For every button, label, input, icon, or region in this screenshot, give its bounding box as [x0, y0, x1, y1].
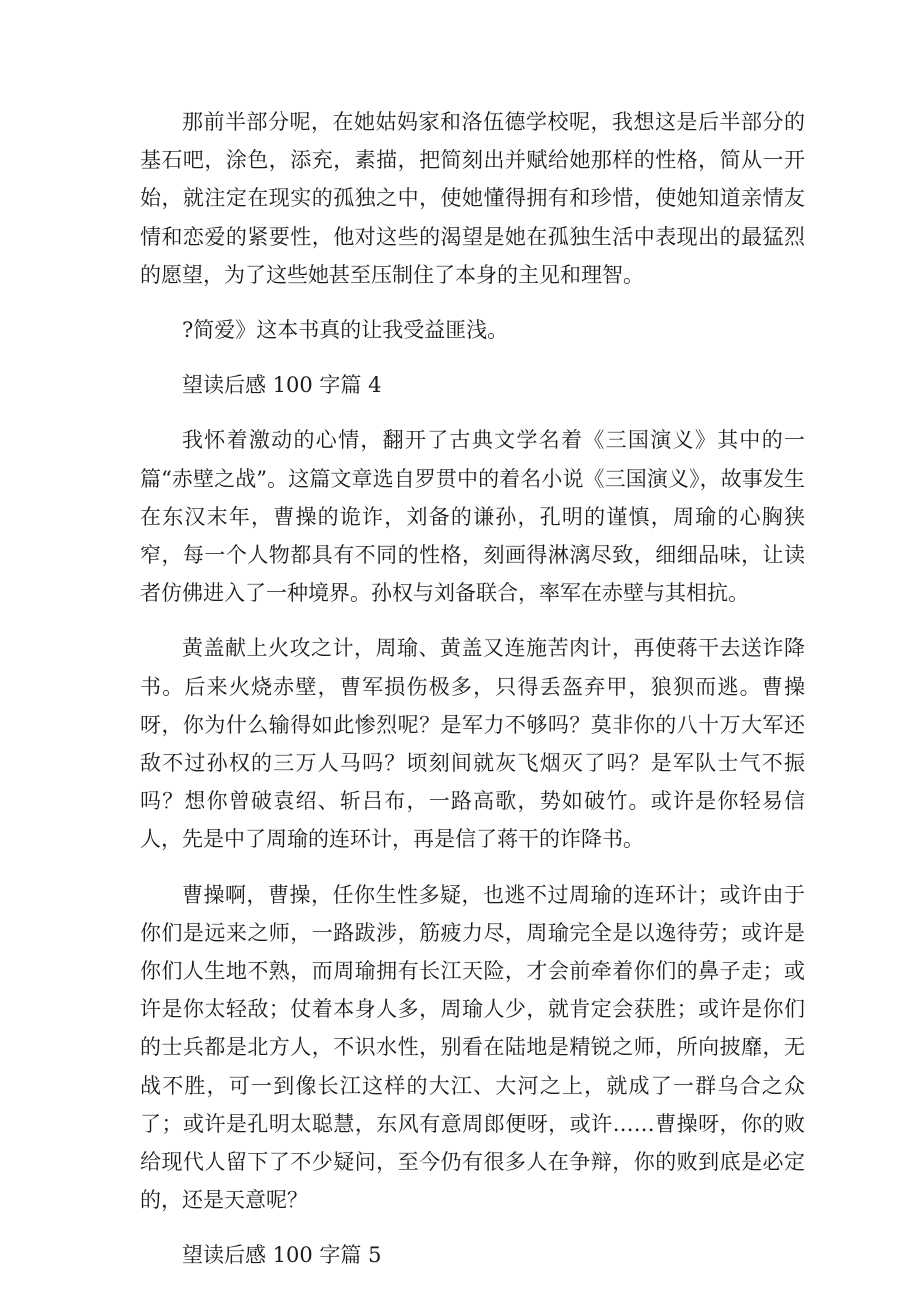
section-heading-5: 望读后感 100 字篇 5: [182, 1243, 382, 1268]
paragraph-red-cliffs-reflection: 曹操啊，曹操，任你生性多疑，也逃不过周瑜的连环计；或许由于你们是远来之师，一路跋涉，筋疲力尽，周瑜完全是以逸待劳；或许是你们人生地不熟，而周瑜拥有长江天险，才会前牵着你们的鼻子走；或许是你太轻敌；仗着本身人多，周瑜人少，就肯定会获胜；或许是你们的士兵都是北方人，不识水性，别看在陆地是精锐之师，所向披靡，无战不胜，可一到像长江这样的大江、大河之上，就成了一群乌合之众了；或许是孔明太聪慧，东风有意周郎便呀，或许……曹操呀，你的败给现代人留下了不少疑问，至今仍有很多人在争辩，你的败到底是必定的，还是天意呢？: [140, 882, 805, 1213]
document-body: [140, 103, 805, 1275]
paragraph-jane-eyre-conclusion: ?简爱》这本书真的让我受益匪浅。: [182, 318, 509, 343]
paragraph-red-cliffs-intro: 我怀着激动的心情，翻开了古典文学名着《三国演义》其中的一篇“赤壁之战”。这篇文章选自罗贯中的着名小说《三国演义》，故事发生在东汉末年，曹操的诡诈，刘备的谦孙，孔明的谨慎，周瑜的心胸狭窄，每一个人物都具有不同的性格，刻画得淋漓尽致，细细品味，让读者仿佛进入了一种境界。孙权与刘备联合，率军在赤壁与其相抗。: [140, 428, 805, 606]
paragraph-jane-eyre-analysis: 那前半部分呢，在她姑妈家和洛伍德学校呢，我想这是后半部分的基石吧，涂色，添充，素描，把简刻出并赋给她那样的性格，简从一开始，就注定在现实的孤独之中，使她懂得拥有和珍惜，使她知道亲情友情和恋爱的紧要性，他对这些的渴望是她在孤独生活中表现出的最猛烈的愿望，为了这些她甚至压制住了本身的主见和理智。: [140, 110, 805, 287]
section-heading-4: 望读后感 100 字篇 4: [182, 373, 382, 398]
paragraph-red-cliffs-battle: 黄盖献上火攻之计，周瑜、黄盖又连施苦肉计，再使蒋干去送诈降书。后来火烧赤壁，曹军损伤极多，只得丢盔弃甲，狼狈而逃。曹操呀，你为什么输得如此惨烈呢？是军力不够吗？莫非你的八十万大军还敌不过孙权的三万人马吗？顷刻间就灰飞烟灭了吗？是军队士气不振吗？想你曾破袁绍、斩吕布，一路高歌，势如破竹。或许是你轻易信人，先是中了周瑜的连环计，再是信了蒋干的诈降书。: [140, 636, 805, 852]
